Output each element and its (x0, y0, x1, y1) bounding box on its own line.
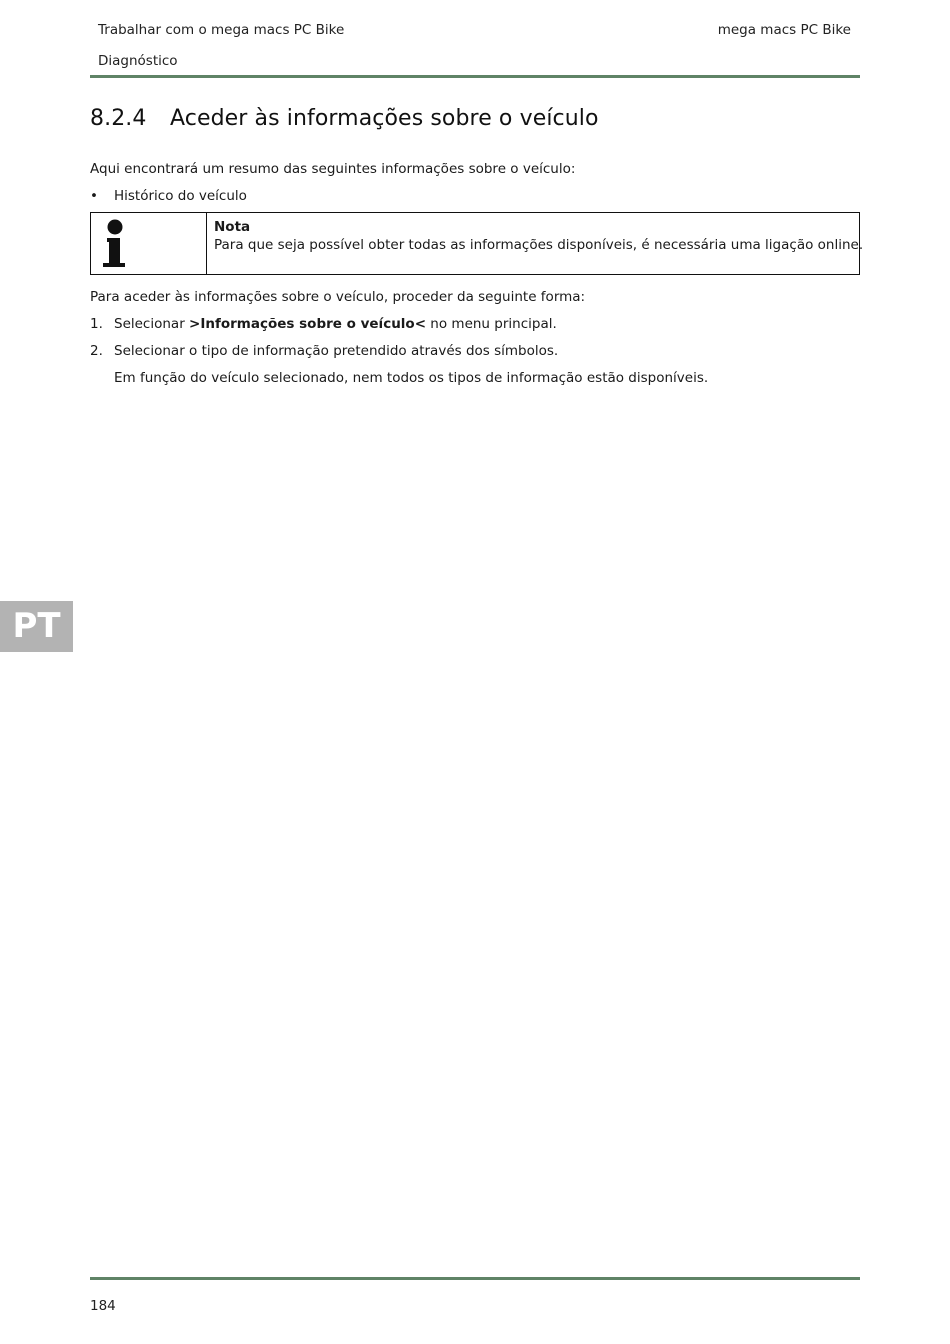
header-rule (90, 75, 860, 78)
intro-paragraph: Aqui encontrará um resumo das seguintes informações sobre o veículo: (90, 161, 576, 177)
section-heading (90, 106, 599, 131)
step-1-marker: 1. (90, 316, 103, 332)
header-title-right: mega macs PC Bike (717, 22, 851, 38)
note-title: Nota (214, 219, 251, 235)
step-2-marker: 2. (90, 343, 103, 359)
header-chapter: Diagnóstico (98, 53, 178, 69)
section-number: 8.2.4 (90, 106, 147, 131)
step-2-text: Selecionar o tipo de informação pretendido através dos símbolos. (114, 343, 559, 359)
page-number: 184 (90, 1298, 116, 1314)
step-1-menu-path: >Informações sobre o veículo< (189, 316, 427, 332)
bullet-marker: • (90, 188, 98, 204)
step-2-note: Em função do veículo selecionado, nem todos os tipos de informação estão disponíveis. (114, 370, 709, 386)
step-1-text (114, 316, 557, 332)
step-1-pre: Selecionar (114, 316, 190, 332)
header-title-left: Trabalhar com o mega macs PC Bike (98, 22, 345, 38)
step-1-post: no menu principal. (426, 316, 557, 332)
footer-rule (90, 1277, 860, 1280)
note-text: Para que seja possível obter todas as informações disponíveis, é necessária uma ligação online. (214, 237, 864, 253)
note-box (90, 212, 864, 275)
note-icon-cell (91, 213, 207, 274)
procedure-intro: Para aceder às informações sobre o veículo, proceder da seguinte forma: (90, 289, 586, 305)
language-tab: PT (0, 601, 73, 652)
section-title: Aceder às informações sobre o veículo (170, 106, 599, 131)
bullet-item: Histórico do veículo (114, 188, 247, 204)
info-icon (101, 219, 131, 269)
